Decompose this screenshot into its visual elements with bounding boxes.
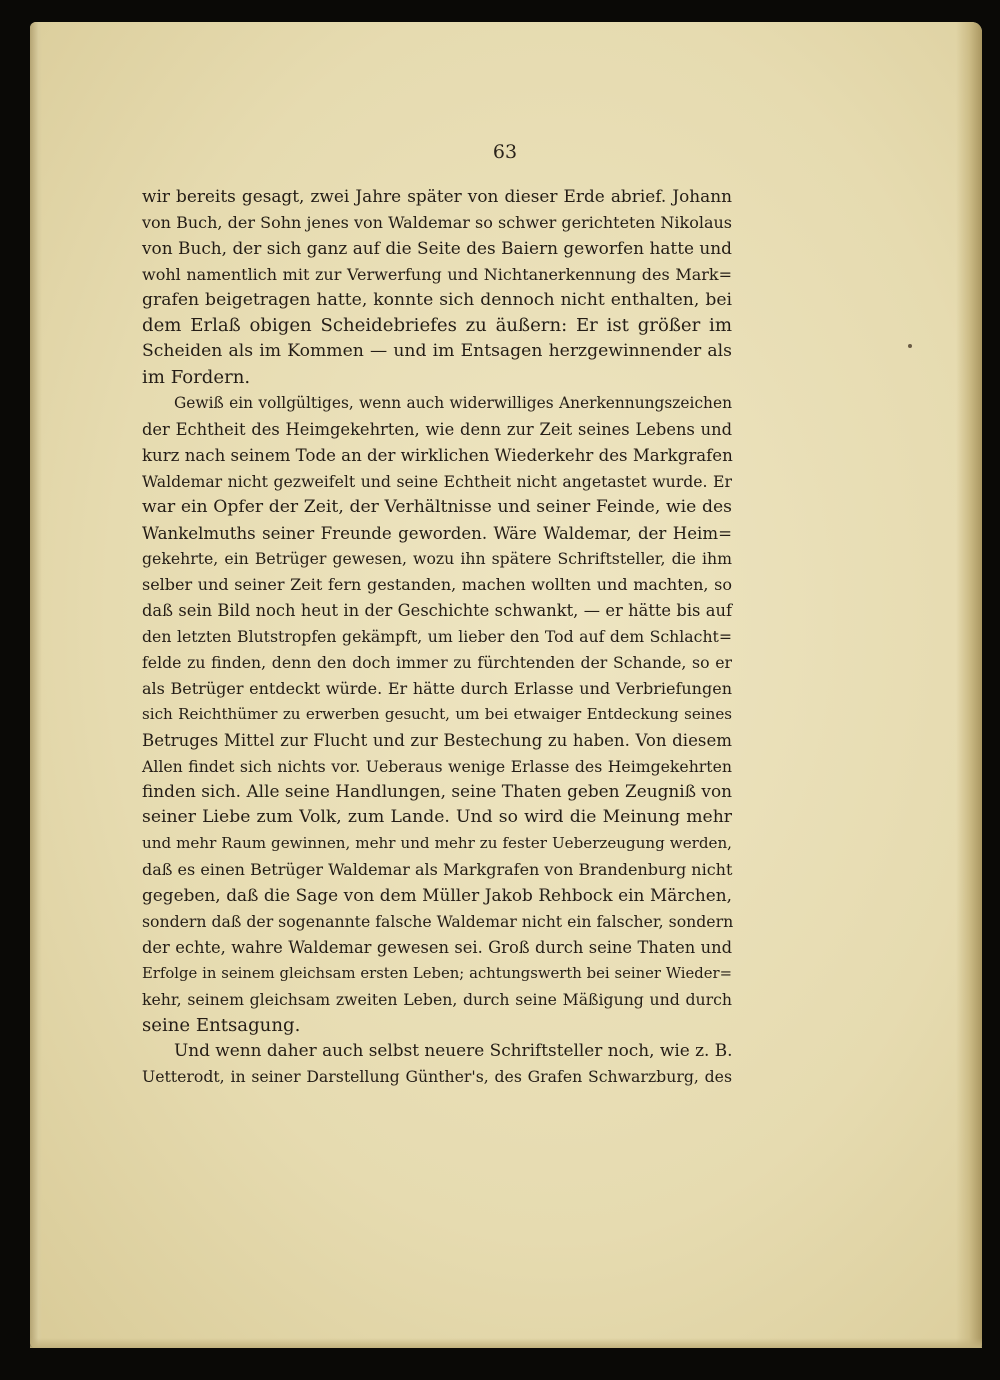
text-line: von Buch, der sich ganz auf die Seite des Baiern geworfen hatte und xyxy=(142,237,732,258)
text-line: kehr, seinem gleichsam zweiten Leben, durch seine Mäßigung und durch xyxy=(142,989,732,1009)
text-line: von Buch, der Sohn jenes von Waldemar so schwer gerichteten Nikolaus xyxy=(142,212,732,232)
text-line: daß sein Bild noch heut in der Geschichte schwankt, — er hätte bis auf xyxy=(142,601,732,621)
text-line: Erfolge in seinem gleichsam ersten Leben; achtungswerth bei seiner Wieder= xyxy=(142,964,732,982)
text-line: als Betrüger entdeckt würde. Er hätte durch Erlasse und Verbriefungen xyxy=(142,678,732,698)
paper-speck xyxy=(908,344,912,348)
text-line: seiner Liebe zum Volk, zum Lande. Und so wird die Meinung mehr xyxy=(142,807,732,828)
text-line: daß es einen Betrüger Waldemar als Markgrafen von Brandenburg nicht xyxy=(142,860,733,880)
text-line: Wankelmuths seiner Freunde geworden. Wäre Waldemar, der Heim= xyxy=(142,523,732,543)
page-right-edge xyxy=(956,22,982,1348)
paragraph-start-line: Gewiß ein vollgültiges, wenn auch widerwilliges Anerkennungszeichen xyxy=(174,394,732,413)
paragraph-start-line: Und wenn daher auch selbst neuere Schriftsteller noch, wie z. B. xyxy=(174,1040,733,1061)
page-number: 63 xyxy=(492,141,518,163)
text-line: sich Reichthümer zu erwerben gesucht, um bei etwaiger Entdeckung seines xyxy=(142,704,732,723)
text-line: Waldemar nicht gezweifelt und seine Echtheit nicht angetastet wurde. Er xyxy=(142,471,732,491)
text-line: dem Erlaß obigen Scheidebriefes zu äußern: Er ist größer im xyxy=(142,315,732,337)
text-line: im Fordern. xyxy=(142,367,251,389)
text-line: sondern daß der sogenannte falsche Waldemar nicht ein falscher, sondern xyxy=(142,911,734,931)
text-line: war ein Opfer der Zeit, der Verhältnisse und seiner Feinde, wie des xyxy=(142,496,732,517)
page-bottom-edge xyxy=(30,1338,982,1348)
text-line: gegeben, daß die Sage von dem Müller Jakob Rehbock ein Märchen, xyxy=(142,885,732,906)
text-line: kurz nach seinem Tode an der wirklichen Wiederkehr des Markgrafen xyxy=(142,445,733,465)
text-line: Betruges Mittel zur Flucht und zur Bestechung zu haben. Von diesem xyxy=(142,730,732,750)
text-line: wohl namentlich mit zur Verwerfung und Nichtanerkennung des Mark= xyxy=(142,264,732,284)
text-line: finden sich. Alle seine Handlungen, seine Thaten geben Zeugniß von xyxy=(142,781,732,802)
body-text xyxy=(142,184,732,1090)
page-left-edge xyxy=(30,22,42,1348)
text-line: grafen beigetragen hatte, konnte sich dennoch nicht enthalten, bei xyxy=(142,289,732,310)
text-line: der Echtheit des Heimgekehrten, wie denn zur Zeit seines Lebens und xyxy=(142,420,732,440)
text-line: Scheiden als im Kommen — und im Entsagen herzgewinnender als xyxy=(142,341,732,362)
text-line: selber und seiner Zeit fern gestanden, machen wollten und machten, so xyxy=(142,575,732,595)
text-line: der echte, wahre Waldemar gewesen sei. Groß durch seine Thaten und xyxy=(142,937,732,957)
text-line: den letzten Blutstropfen gekämpft, um lieber den Tod auf dem Schlacht= xyxy=(142,627,732,647)
text-line: felde zu finden, denn den doch immer zu fürchtenden der Schande, so er xyxy=(142,653,732,673)
text-line: wir bereits gesagt, zwei Jahre später von dieser Erde abrief. Johann xyxy=(142,186,732,206)
text-line: und mehr Raum gewinnen, mehr und mehr zu fester Ueberzeugung werden, xyxy=(142,834,732,853)
text-line: seine Entsagung. xyxy=(142,1014,301,1036)
text-line: Uetterodt, in seiner Darstellung Günther's, des Grafen Schwarzburg, des xyxy=(142,1067,732,1087)
text-line: gekehrte, ein Betrüger gewesen, wozu ihn spätere Schriftsteller, die ihm xyxy=(142,549,732,569)
text-line: Allen findet sich nichts vor. Ueberaus wenige Erlasse des Heimgekehrten xyxy=(142,756,732,776)
